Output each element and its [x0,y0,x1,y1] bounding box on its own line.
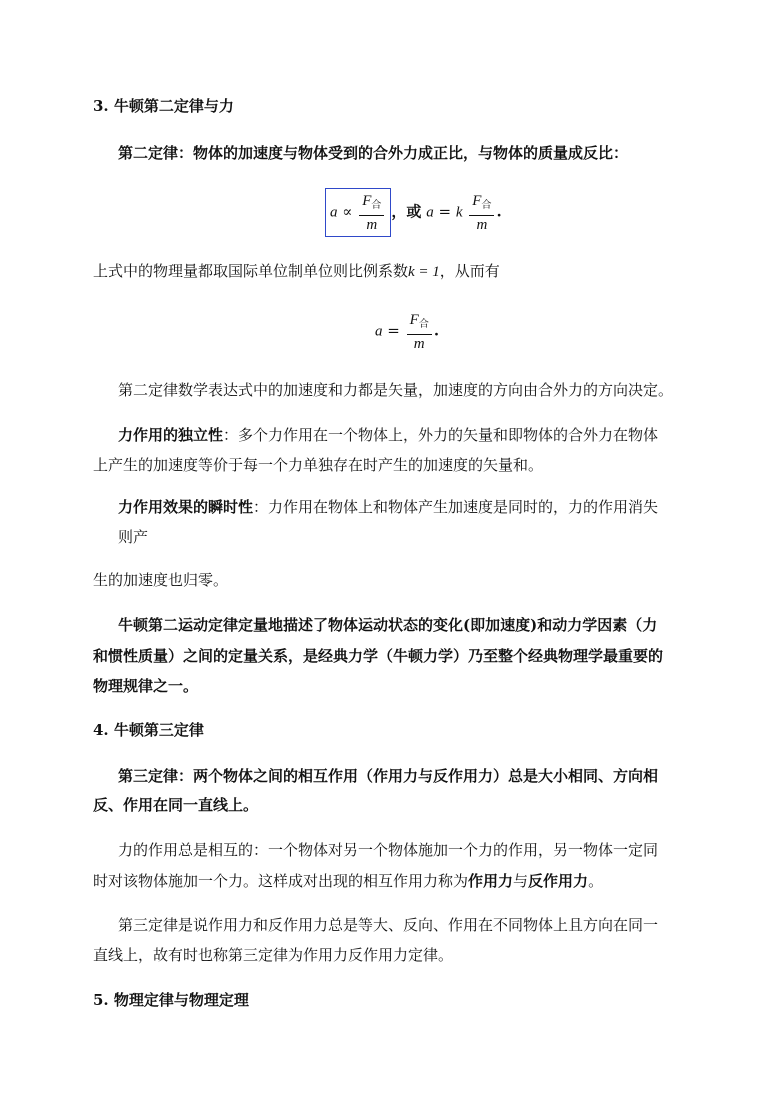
summary-line-1: 牛顿第二运动定律定量地描述了物体运动状态的变化(即加速度)和动力学因素（力 [118,616,658,634]
independence-line-2: 上产生的加速度等价于每一个力单独存在时产生的加速度的矢量和。 [93,456,544,474]
third-law-line-2: 反、作用在同一直线上。 [93,796,259,814]
summary-line-3: 物理规律之一。 [93,677,199,695]
formula-equation: a = $\frac{F_合}{m}$ . [375,312,440,352]
section-5-heading: 5. 物理定律与物理定理 [93,991,249,1009]
second-law-statement: 第二定律：物体的加速度与物体受到的合外力成正比，与物体的质量成反比： [118,144,629,162]
third-law-explain-line-1: 第三定律是说作用力和反作用力总是等大、反向、作用在不同物体上且方向在同一 [118,916,659,934]
section-3-heading: 3. 牛顿第二定律与力 [93,97,234,115]
independence-line-1: 力作用的独立性：多个力作用在一个物体上，外力的矢量和即物体的合外力在物体 [118,426,659,444]
fraction-f-over-m-3: $\frac{F_合}{m}$ [407,310,432,353]
section-4-heading: 4. 牛顿第三定律 [93,721,204,739]
fraction-f-over-m: $\frac{F_合}{m}$ [359,191,384,234]
vector-note: 第二定律数学表达式中的加速度和力都是矢量，加速度的方向由合外力的方向决定。 [118,381,674,399]
interaction-line-1: 力的作用总是相互的：一个物体对另一个物体施加一个力的作用，另一物体一定同 [118,841,659,859]
third-law-explain-line-2: 直线上，故有时也称第三定律为作用力反作用力定律。 [93,946,454,964]
formula-box: a ∝ $\frac{F_合}{m}$ [325,188,391,237]
instantaneity-line-3: 生的加速度也归零。 [93,571,229,589]
formula-proportional: a ∝ $\frac{F_合}{m}$ ，或 a = k $\frac{F_合}{m}$ . [325,188,502,237]
third-law-line-1: 第三定律：两个物体之间的相互作用（作用力与反作用力）总是大小相同、方向相 [118,767,659,785]
instantaneity-line-1: 力作用效果的瞬时性：力作用在物体上和物体产生加速度是同时的，力的作用消失 [118,498,659,516]
summary-line-2: 和惯性质量）之间的定量关系，是经典力学（牛顿力学）乃至整个经典物理学最重要的 [93,647,664,665]
unit-statement: 上式中的物理量都取国际单位制单位则比例系数k = 1，从而有 [93,262,500,280]
instantaneity-line-2: 则产 [118,528,149,546]
fraction-f-over-m-2: $\frac{F_合}{m}$ [469,191,494,234]
interaction-line-2: 时对该物体施加一个力。这样成对出现的相互作用力称为作用力与反作用力。 [93,872,604,890]
